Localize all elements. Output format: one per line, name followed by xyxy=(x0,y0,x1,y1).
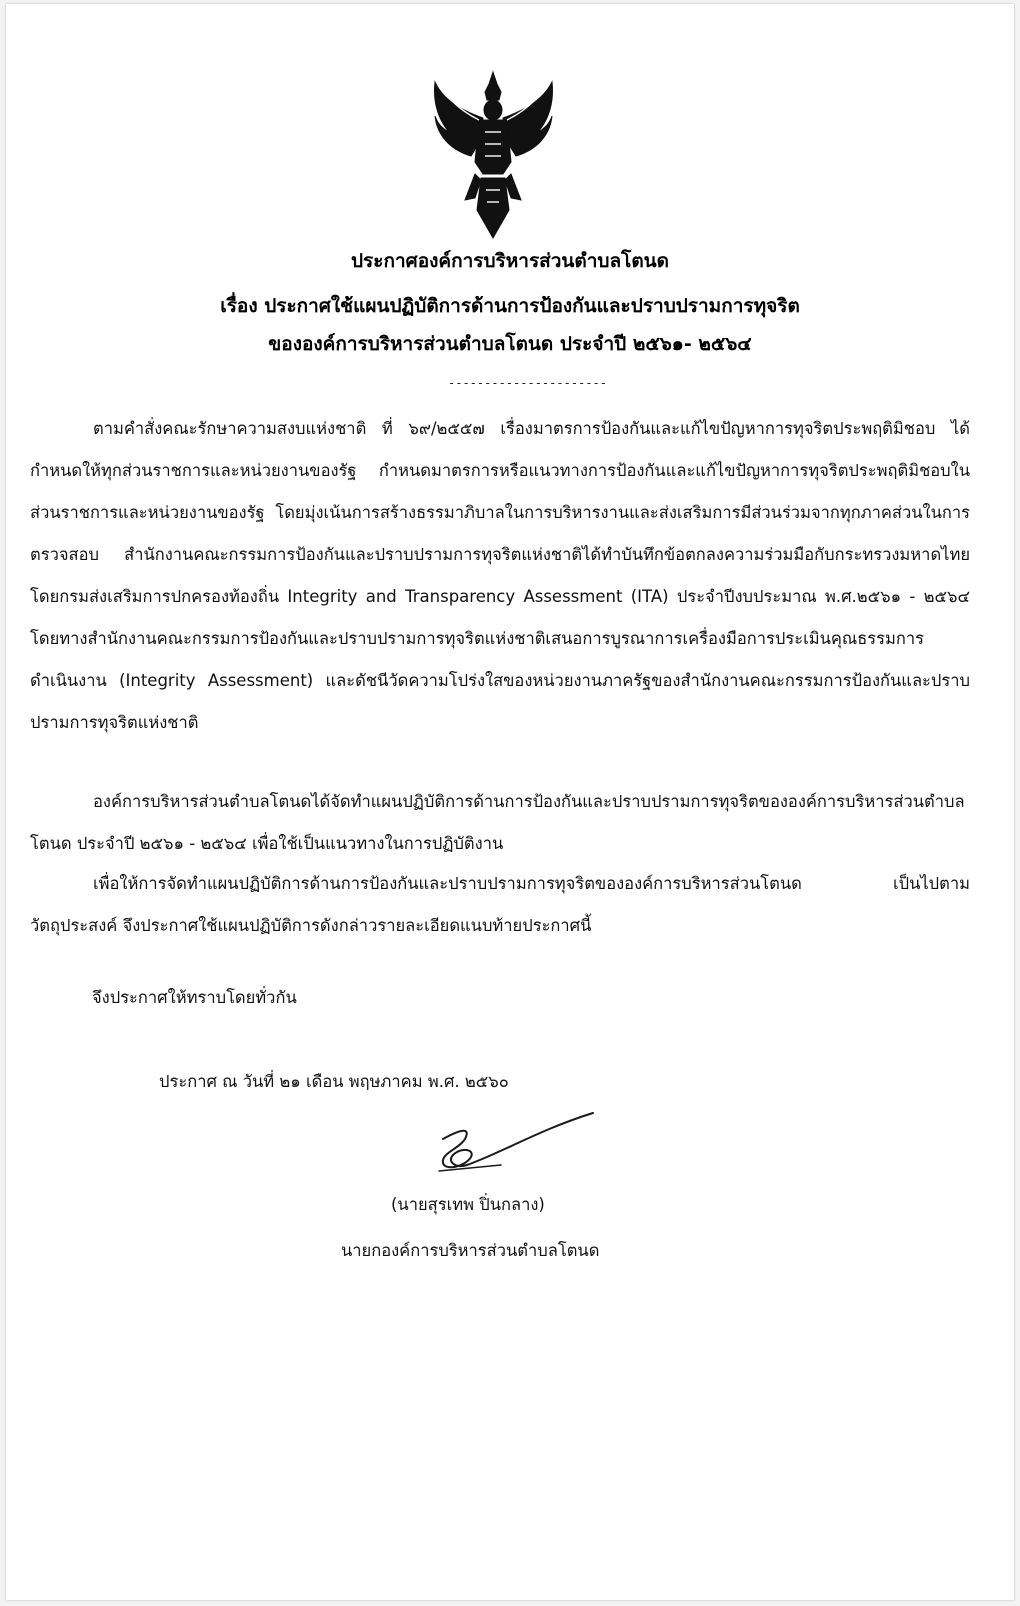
garuda-emblem-icon xyxy=(431,70,556,240)
announcement-date: ประกาศ ณ วันที่ ๒๑ เดือน พฤษภาคม พ.ศ. ๒๕๖๐ xyxy=(159,1072,509,1091)
body-paragraph-2: องค์การบริหารส่วนตำบลโตนดได้จัดทำแผนปฏิบัติการด้านการป้องกันและปราบปรามการทุจริตขององค์การบริหารส่วนตำบลโตนด ประจำปี ๒๕๖๑ - ๒๕๖๔ เพื่อใช้เป็นแนวทางในการปฏิบัติงาน xyxy=(30,792,965,853)
announcement-subject-continued: ขององค์การบริหารส่วนตำบลโตนด ประจำปี ๒๕๖๑- ๒๕๖๔ xyxy=(268,333,752,355)
closing-statement: จึงประกาศให้ทราบโดยทั่วกัน xyxy=(92,988,297,1007)
heading-divider: ---------------------- xyxy=(448,376,607,390)
body-paragraph-1: ตามคำสั่งคณะรักษาความสงบแห่งชาติ ที่ ๖๙/๒๕๕๗ เรื่องมาตรการป้องกันและแก้ไขปัญหาการทุจริตประพฤติมิชอบ ได้กำหนดให้ทุกส่วนราชการและหน่วยงานของรัฐ กำหนดมาตรการหรือแนวทางการป้องกันและแก้ไขปัญหาการทุจริตประพฤติมิชอบในส่วนราชการและหน่วยงานของรัฐ โดยมุ่งเน้นการสร้างธรรมาภิบาลในการบริหารงานและส่งเสริมการมีส่วนร่วมจากทุกภาคส่วนในการตรวจสอบ สำนักงานคณะกรรมการป้องกันและปราบปรามการทุจริตแห่งชาติได้ทำบันทึกข้อตกลงความร่วมมือกับกระทรวงมหาดไทย โดยกรมส่งเสริมการปกครองท้องถิ่น Integrity and Transparency Assessment (ITA) ประจำปีงบประมาณ พ.ศ.๒๕๖๑ - ๒๕๖๔ โดยทางสำนักงานคณะกรรมการป้องกันและปราบปรามการทุจริตแห่งชาติเสนอการบูรณาการเครื่องมือการประเมินคุณธรรมการดำเนินงาน (Integrity Assessment) และดัชนีวัดความโปร่งใสของหน่วยงานภาครัฐของสำนักงานคณะกรรมการป้องกันและปราบปรามการทุจริตแห่งชาติ xyxy=(30,419,970,732)
announcement-heading: ประกาศองค์การบริหารส่วนตำบลโตนด xyxy=(351,250,669,272)
handwritten-signature xyxy=(431,1109,596,1189)
document-page xyxy=(6,4,1014,1600)
announcement-subject: เรื่อง ประกาศใช้แผนปฏิบัติการด้านการป้องกันและปราบปรามการทุจริต xyxy=(220,295,800,317)
signer-title: นายกองค์การบริหารส่วนตำบลโตนด xyxy=(341,1241,600,1260)
body-paragraph-3: เพื่อให้การจัดทำแผนปฏิบัติการด้านการป้องกันและปราบปรามการทุจริตขององค์การบริหารส่วนโตนด เป็นไปตามวัตถุประสงค์ จึงประกาศใช้แผนปฏิบัติการดังกล่าวรายละเอียดแนบท้ายประกาศนี้ xyxy=(30,874,970,935)
signer-name: (นายสุรเทพ ปิ่นกลาง) xyxy=(391,1195,545,1214)
